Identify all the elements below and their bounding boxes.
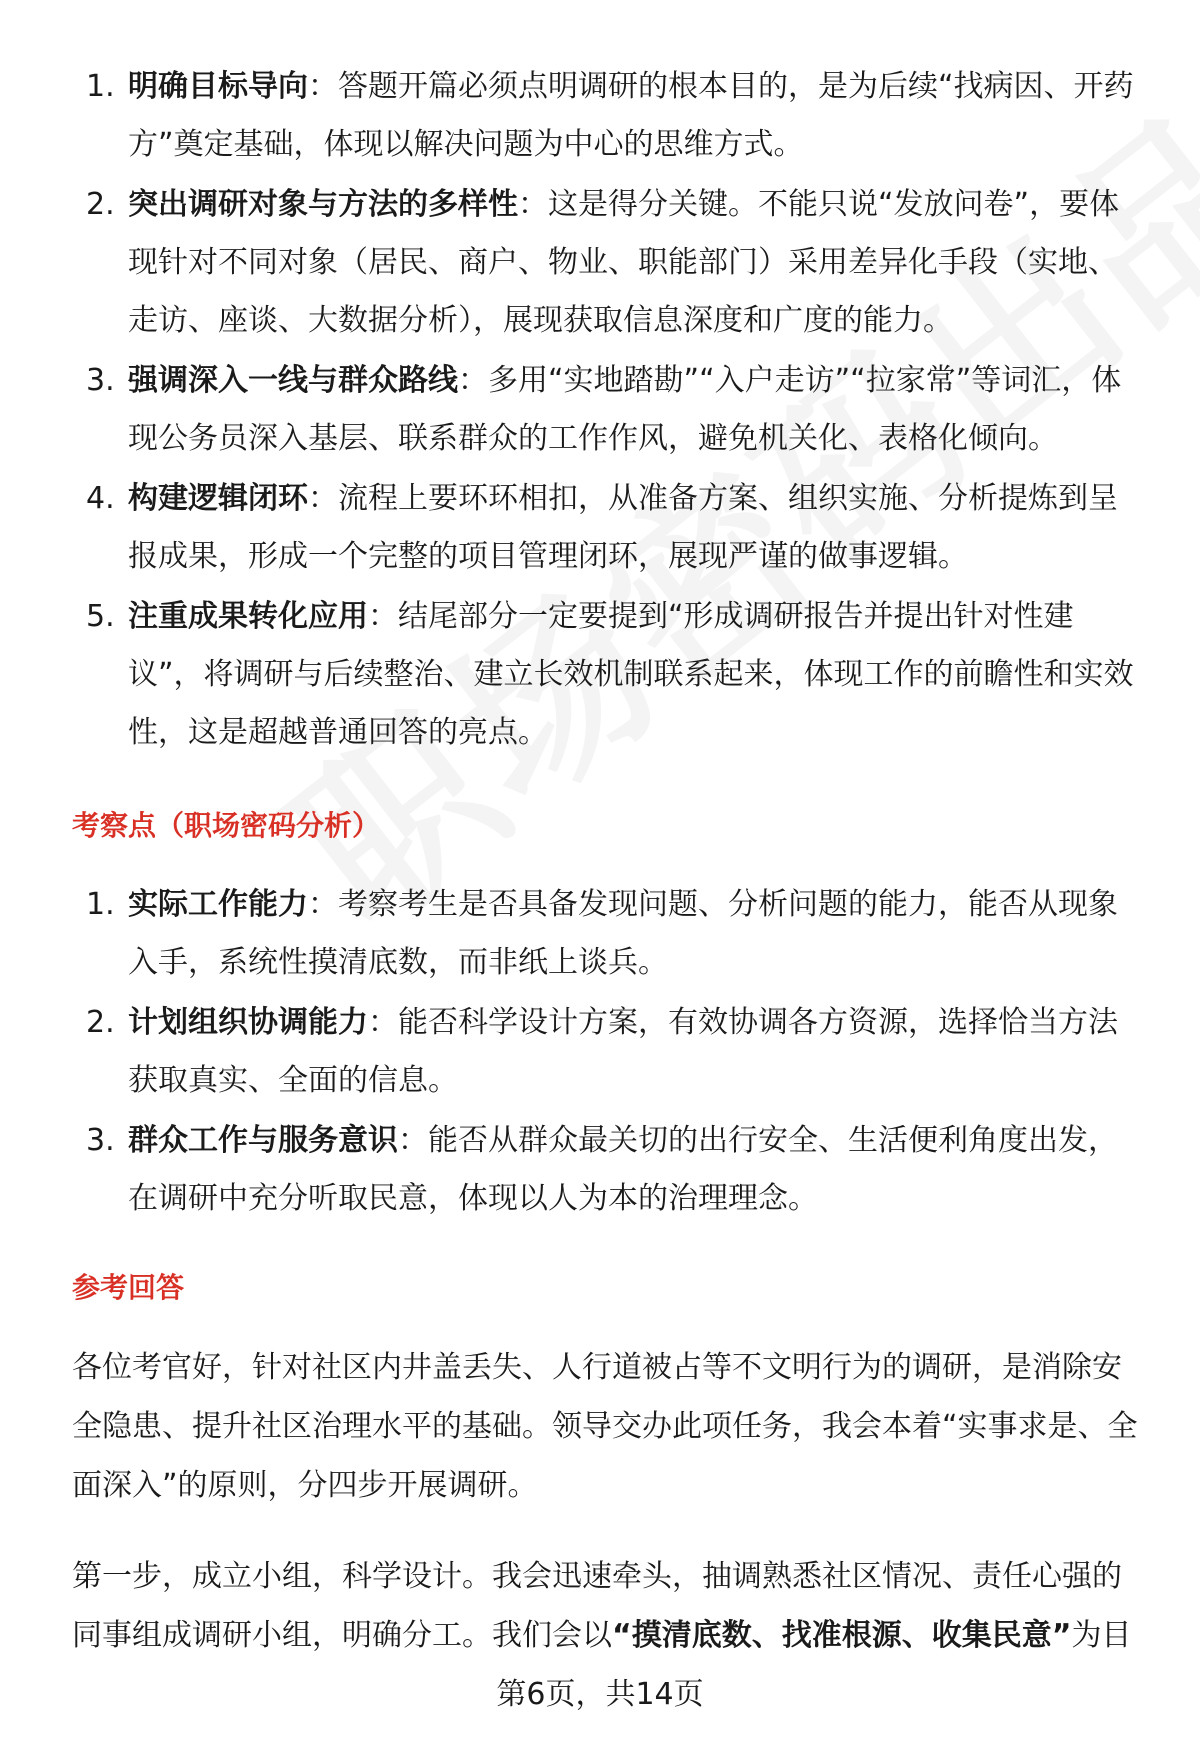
page-number: 第6页，共14页	[496, 1677, 704, 1712]
item-text: ：流程上要环环相扣，从准备方案、组织实施、分析提炼到呈报成果，形成一个完整的项目管理闭环，展现严谨的做事逻辑。	[128, 481, 1118, 574]
paragraph-emphasis: “摸清底数、找准根源、收集民意”	[612, 1618, 1072, 1653]
item-number: 1.	[86, 887, 115, 922]
section-heading-reference: 参考回答	[72, 1271, 185, 1304]
list-item	[72, 994, 1147, 1110]
list-item	[72, 876, 1147, 992]
item-title: 实际工作能力	[128, 887, 308, 922]
item-number: 5.	[86, 599, 115, 634]
item-title: 群众工作与服务意识	[128, 1123, 398, 1158]
item-title: 强调深入一线与群众路线	[128, 363, 458, 398]
item-title: 注重成果转化应用	[128, 599, 368, 634]
item-number: 3.	[86, 1123, 115, 1158]
item-text: ：答题开篇必须点明调研的根本目的，是为后续“找病因、开药方”奠定基础，体现以解决问题为中心的思维方式。	[128, 69, 1134, 162]
section-heading-assessment: 考察点（职场密码分析）	[72, 809, 381, 842]
paragraph-text: 第一步，成立小组，科学设计。我会迅速牵头，抽调熟悉社区情况、责任心强的同事组成调研小组，明确分工。我们会以	[72, 1559, 1122, 1653]
item-number: 2.	[86, 1005, 115, 1040]
item-number: 4.	[86, 481, 115, 516]
item-text: ：能否从群众最关切的出行安全、生活便利角度出发，在调研中充分听取民意，体现以人为本的治理理念。	[128, 1123, 1118, 1216]
paragraph-text: 为目	[1071, 1618, 1132, 1653]
item-title: 构建逻辑闭环	[128, 481, 308, 516]
item-number: 3.	[86, 363, 115, 398]
item-title: 明确目标导向	[128, 69, 308, 104]
key-points-list	[72, 58, 1147, 762]
item-text: ：这是得分关键。不能只说“发放问卷”，要体现针对不同对象（居民、商户、物业、职能部门）采用差异化手段（实地、走访、座谈、大数据分析），展现获取信息深度和广度的能力。	[128, 187, 1120, 338]
answer-paragraph-1: 各位考官好，针对社区内井盖丢失、人行道被占等不文明行为的调研，是消除安全隐患、提升社区治理水平的基础。领导交办此项任务，我会本着“实事求是、全面深入”的原则，分四步开展调研。	[72, 1350, 1138, 1503]
item-number: 1.	[86, 69, 115, 104]
item-title: 计划组织协调能力	[128, 1005, 368, 1040]
list-item	[72, 176, 1147, 350]
assessment-points-list	[72, 876, 1147, 1228]
list-item	[72, 1112, 1147, 1228]
list-item	[72, 470, 1147, 586]
item-text: ：结尾部分一定要提到“形成调研报告并提出针对性建议”，将调研与后续整治、建立长效机制联系起来，体现工作的前瞻性和实效性，这是超越普通回答的亮点。	[128, 599, 1134, 750]
item-text: ：考察考生是否具备发现问题、分析问题的能力，能否从现象入手，系统性摸清底数，而非纸上谈兵。	[128, 887, 1118, 980]
item-title: 突出调研对象与方法的多样性	[128, 187, 518, 222]
answer-paragraph-2	[72, 1547, 1147, 1665]
list-item	[72, 352, 1147, 468]
list-item	[72, 58, 1147, 174]
list-item	[72, 588, 1147, 762]
item-text: ：能否科学设计方案，有效协调各方资源，选择恰当方法获取真实、全面的信息。	[128, 1005, 1118, 1098]
item-number: 2.	[86, 187, 115, 222]
item-text: ：多用“实地踏勘”“入户走访”“拉家常”等词汇，体现公务员深入基层、联系群众的工作作风，避免机关化、表格化倾向。	[128, 363, 1122, 456]
